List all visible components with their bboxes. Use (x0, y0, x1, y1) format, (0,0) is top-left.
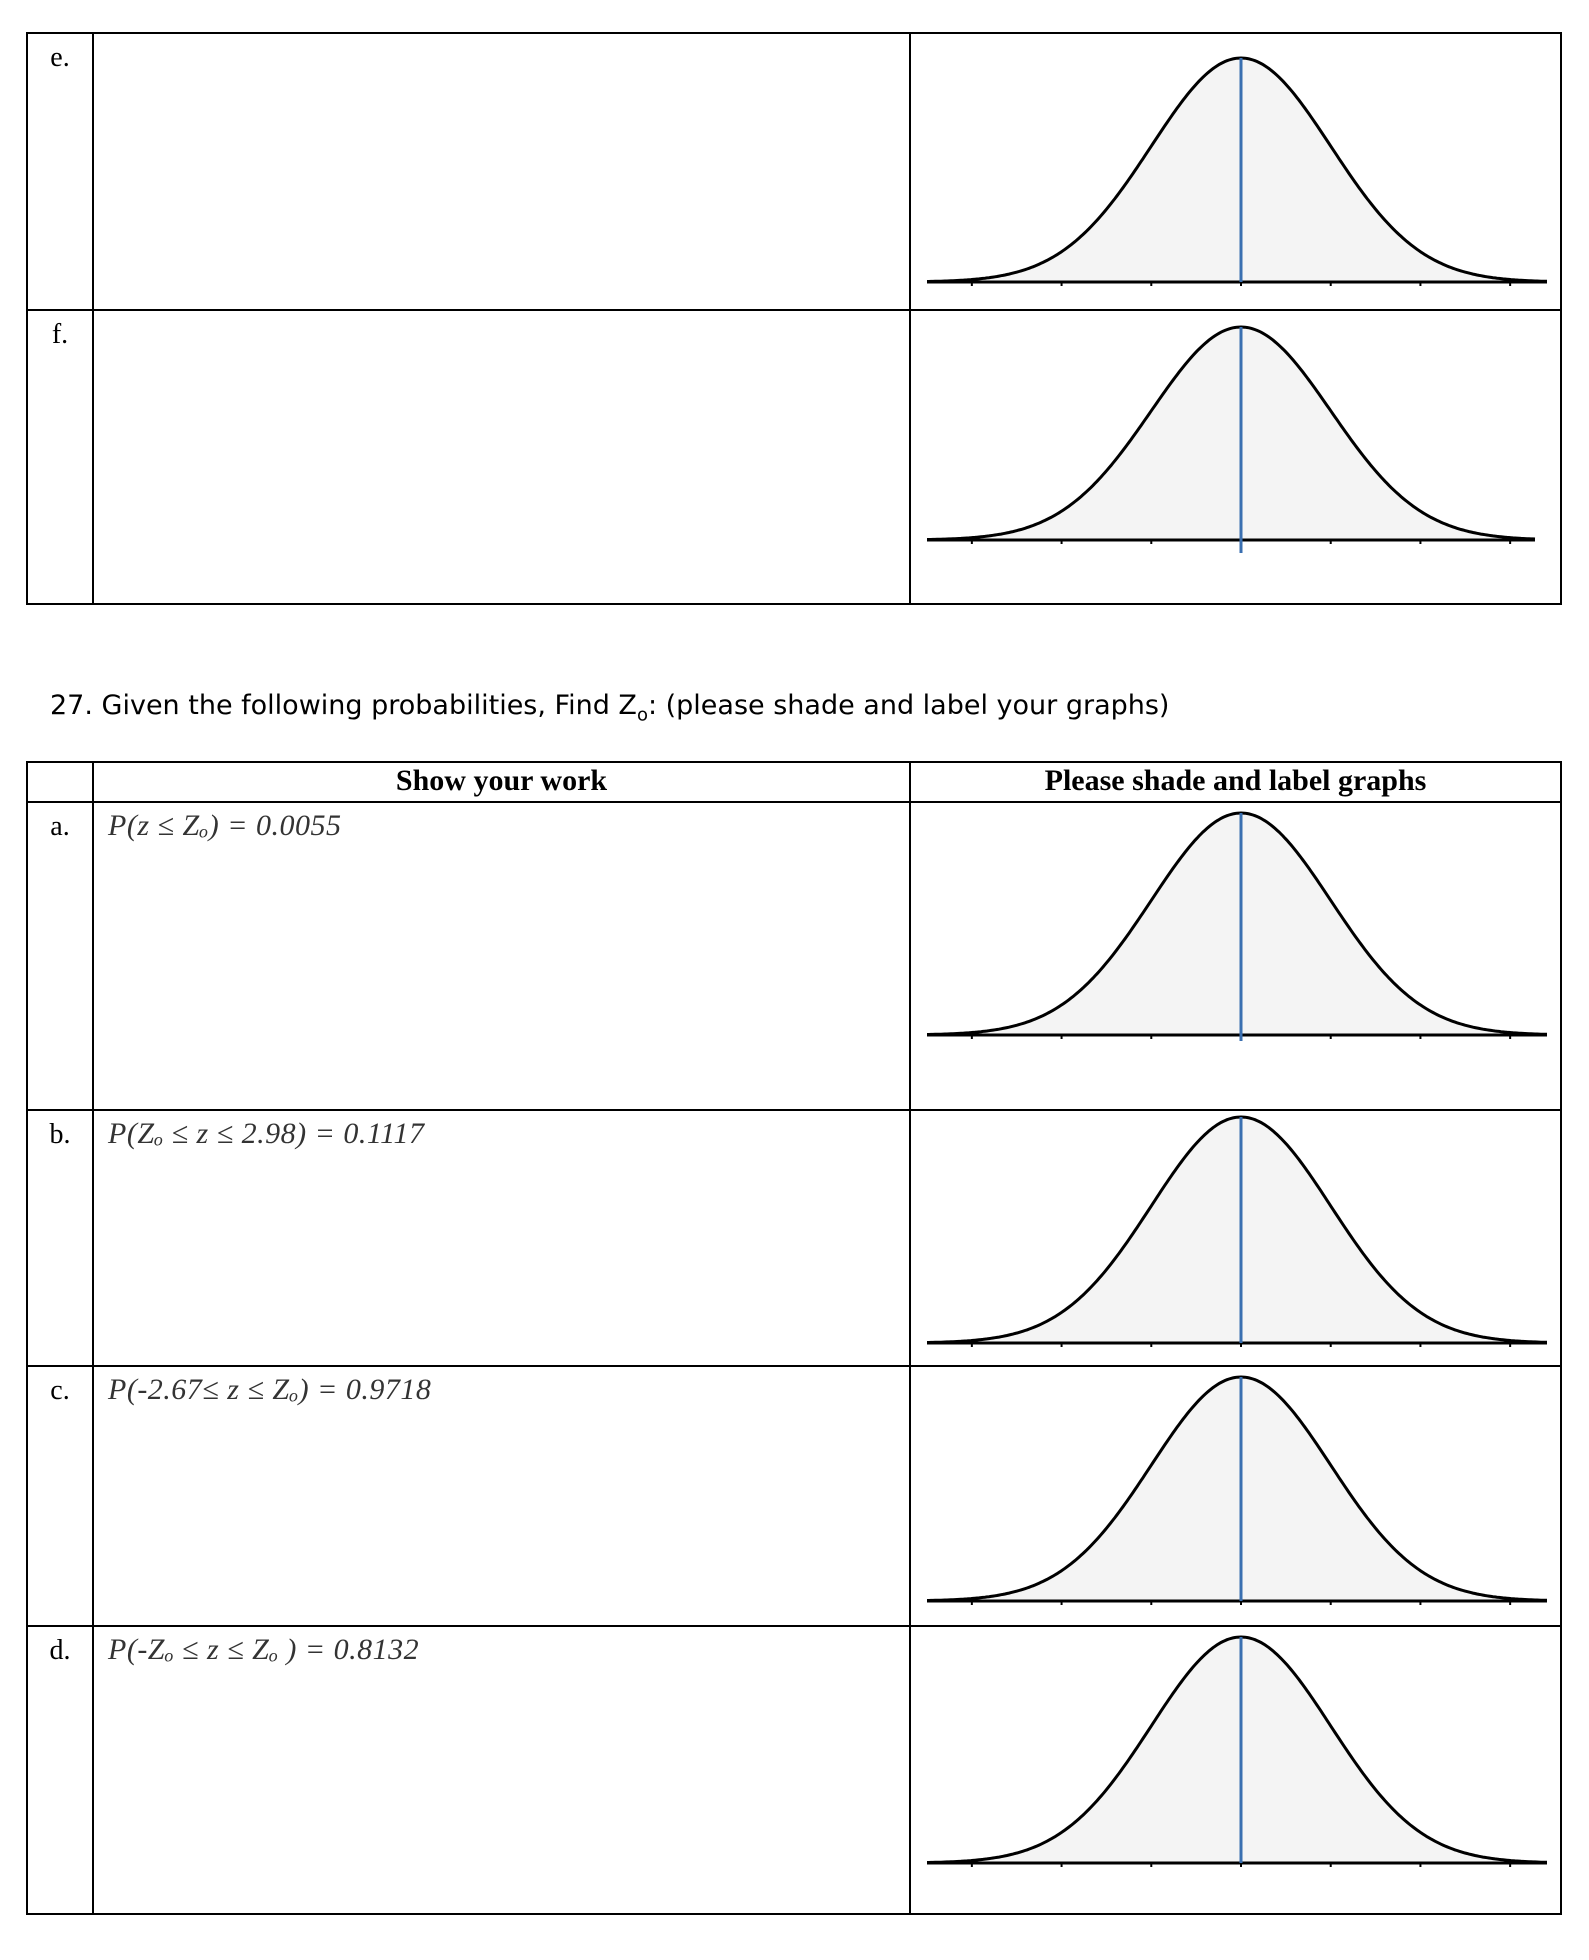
header-graphs: Please shade and label graphs (910, 762, 1561, 802)
normal-curve-graph (911, 311, 1562, 603)
table-row (27, 1626, 1561, 1914)
graph-cell[interactable] (910, 33, 1561, 310)
question-prompt (50, 690, 1169, 725)
row-label: b. (27, 1110, 93, 1366)
normal-curve-graph (911, 803, 1562, 1109)
question-number: 27. (50, 690, 93, 721)
graph-cell[interactable] (910, 310, 1561, 604)
work-area[interactable] (93, 1110, 910, 1366)
header-row (27, 762, 1561, 802)
graph-cell[interactable] (910, 1366, 1561, 1626)
curve-fill (927, 1117, 1547, 1343)
work-area[interactable] (93, 1366, 910, 1626)
table-row (27, 1110, 1561, 1366)
curve-fill (927, 58, 1547, 282)
work-area[interactable] (93, 33, 910, 310)
curve-fill (927, 327, 1535, 540)
question-text-end: : (please shade and label your graphs) (647, 690, 1170, 721)
probability-expression: P(-2.67≤ z ≤ Zₒ) = 0.9718 (108, 1373, 432, 1406)
row-label: d. (27, 1626, 93, 1914)
row-label: a. (27, 802, 93, 1110)
row-label: f. (27, 310, 93, 604)
normal-curve-graph (911, 34, 1562, 309)
table-row (27, 802, 1561, 1110)
normal-curve-graph (911, 1627, 1562, 1913)
problem-27-table (26, 761, 1562, 1915)
normal-curve-graph (911, 1367, 1562, 1625)
row-label: c. (27, 1366, 93, 1626)
question-subscript: o (636, 704, 648, 726)
curve-fill (927, 1377, 1547, 1601)
table-row (27, 33, 1561, 310)
work-area[interactable] (93, 802, 910, 1110)
header-blank (27, 762, 93, 802)
header-show-work: Show your work (93, 762, 910, 802)
question-text: Given the following probabilities, Find Z (101, 690, 637, 721)
probability-expression: P(z ≤ Zₒ) = 0.0055 (108, 809, 342, 842)
probability-expression: P(Zₒ ≤ z ≤ 2.98) = 0.1117 (108, 1117, 425, 1150)
row-label: e. (27, 33, 93, 310)
table-row (27, 310, 1561, 604)
work-area[interactable] (93, 1626, 910, 1914)
graph-cell[interactable] (910, 1110, 1561, 1366)
normal-curve-graph (911, 1111, 1562, 1365)
curve-fill (927, 1637, 1547, 1863)
graph-cell[interactable] (910, 802, 1561, 1110)
graph-cell[interactable] (910, 1626, 1561, 1914)
curve-fill (927, 813, 1547, 1035)
table-row (27, 1366, 1561, 1626)
previous-problems-table (26, 32, 1562, 605)
work-area[interactable] (93, 310, 910, 604)
probability-expression: P(-Zₒ ≤ z ≤ Zₒ ) = 0.8132 (108, 1633, 420, 1666)
